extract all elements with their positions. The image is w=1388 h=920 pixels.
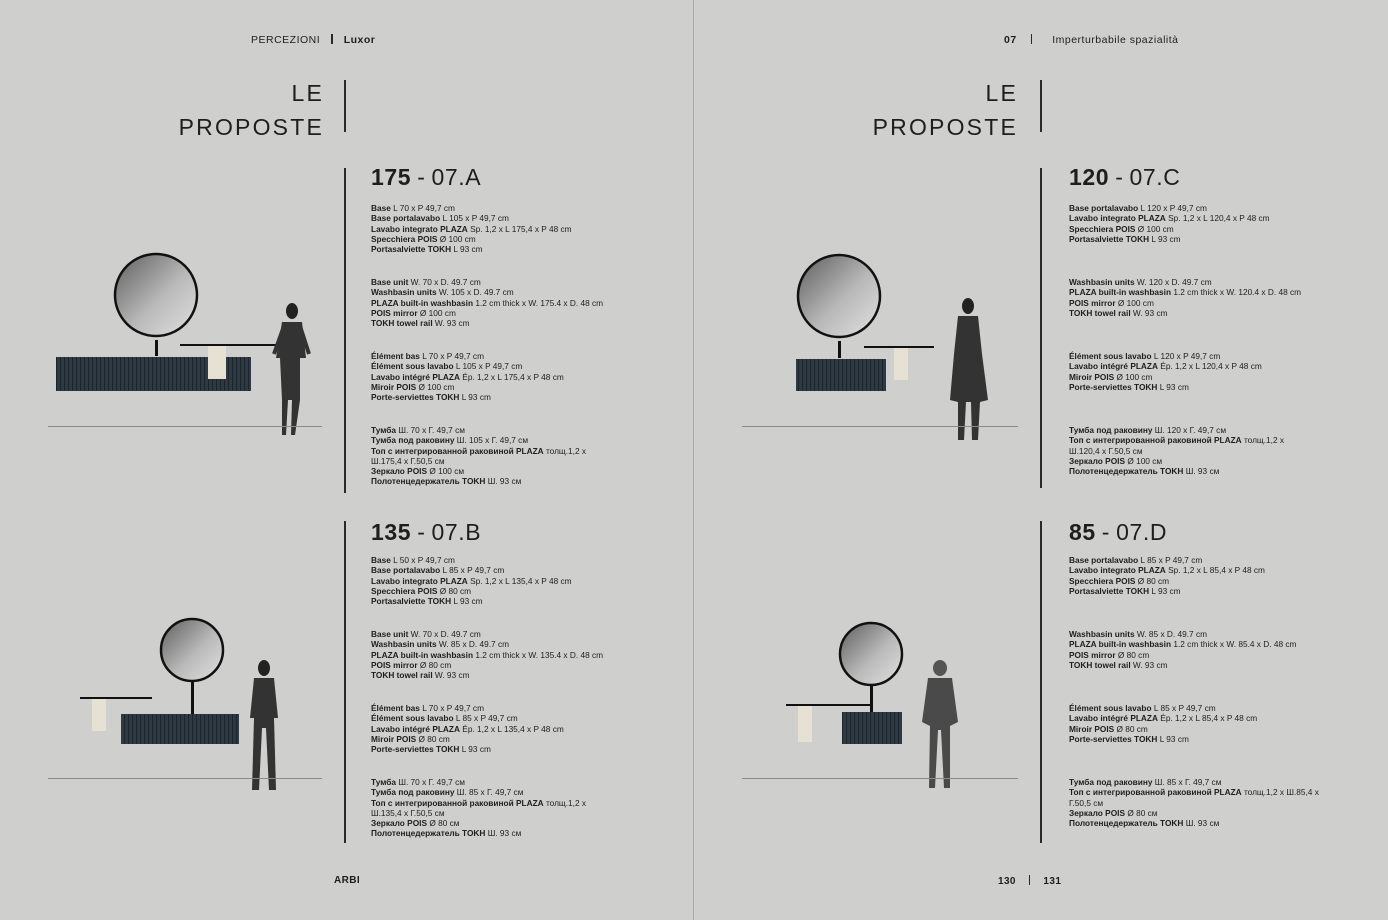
spec-block-en: Washbasin units W. 120 x D. 49.7 cm PLAZA built-in washbasin 1.2 cm thick x W. 120.4 x D. 48 cm POIS mirror Ø 100 cm TOKH towel rail W. 93 cm bbox=[1069, 277, 1302, 318]
ribbed-vanity-icon bbox=[121, 714, 239, 744]
woman-figure-icon bbox=[250, 660, 278, 790]
woman-figure-icon bbox=[922, 660, 958, 788]
proposal-number: 135 bbox=[371, 519, 412, 545]
header-collection: Luxor bbox=[343, 34, 376, 46]
spec-block-fr: Élément bas L 70 x P 49,7 cm Élément sous lavabo L 105 x P 49,7 cm Lavabo intégré PLAZA Ép. 1,2 x L 175,4 x P 48 cm Miroir POIS Ø 100 cm Porte-serviettes TOKH L 93 cm bbox=[371, 351, 564, 403]
spec-block-it: Base portalavabo L 120 x P 49,7 cm Lavabo integrato PLAZA Sp. 1,2 x L 120,4 x P 48 cm Specchiera POIS Ø 100 cm Portasalviette TOKH L 93 cm bbox=[1069, 203, 1270, 244]
proposal-dash: - bbox=[417, 519, 426, 545]
header-page-number: 07 bbox=[1004, 34, 1017, 46]
proposal-divider bbox=[344, 521, 346, 843]
proposal-code bbox=[371, 519, 481, 546]
right-header bbox=[1004, 34, 1179, 46]
round-mirror-icon bbox=[161, 619, 223, 681]
spec-block-ru: Тумба Ш. 70 x Г. 49,7 см Тумба под раковину Ш. 85 x Г. 49,7 см Топ с интегрированной раковиной PLAZA толщ.1,2 x Ш.135,4 x Г.50,5 см Зеркало POIS Ø 80 см Полотенцедержатель TOKH Ш. 93 см bbox=[371, 777, 587, 839]
round-mirror-icon bbox=[798, 255, 880, 337]
illustration-85 bbox=[742, 618, 1022, 798]
proposal-dash: - bbox=[417, 164, 426, 190]
page-number-left: 130 bbox=[998, 876, 1016, 887]
page-numbers-footer bbox=[998, 875, 1061, 887]
right-page bbox=[694, 0, 1388, 920]
spec-block-it: Base L 70 x P 49,7 cm Base portalavabo L 105 x P 49,7 cm Lavabo integrato PLAZA Sp. 1,2 x L 175,4 x P 48 cm Specchiera POIS Ø 100 cm Portasalviette TOKH L 93 cm bbox=[371, 203, 572, 255]
spec-block-en: Base unit W. 70 x D. 49.7 cm Washbasin units W. 105 x D. 49.7 cm PLAZA built-in washbasin 1.2 cm thick x W. 175.4 x D. 48 cm POIS mirror Ø 100 cm TOKH towel rail W. 93 cm bbox=[371, 277, 604, 329]
spec-block-it: Base L 50 x P 49,7 cm Base portalavabo L 85 x P 49,7 cm Lavabo integrato PLAZA Sp. 1,2 x L 135,4 x P 48 cm Specchiera POIS Ø 80 cm Portasalviette TOKH L 93 cm bbox=[371, 555, 572, 607]
title-line-2: PROPOSTE bbox=[872, 114, 1018, 140]
proposal-ref: 07.B bbox=[431, 519, 482, 545]
proposal-dash: - bbox=[1101, 519, 1111, 545]
footer-divider bbox=[1029, 875, 1031, 885]
header-divider bbox=[1031, 34, 1033, 44]
spec-block-en: Base unit W. 70 x D. 49.7 cm Washbasin units W. 85 x D. 49.7 cm PLAZA built-in washbasin 1.2 cm thick x W. 135.4 x D. 48 cm POIS mirror Ø 80 cm TOKH towel rail W. 93 cm bbox=[371, 629, 604, 681]
proposal-dash: - bbox=[1115, 164, 1124, 190]
proposal-ref: 07.A bbox=[431, 164, 482, 190]
proposal-code bbox=[1069, 164, 1180, 191]
illustration-120 bbox=[742, 250, 1022, 445]
proposal-divider bbox=[1040, 521, 1042, 843]
spec-block-ru: Тумба под раковину Ш. 120 x Г. 49,7 см Топ с интегрированной раковиной PLAZA толщ.1,2 x Ш.120,4 x Г.50,5 см Зеркало POIS Ø 100 см Полотенцедержатель TOKH Ш. 93 см bbox=[1069, 425, 1285, 477]
header-subtitle: Imperturbabile spazialità bbox=[1052, 34, 1179, 46]
spec-block-en: Washbasin units W. 85 x D. 49.7 cm PLAZA built-in washbasin 1.2 cm thick x W. 85.4 x D. 48 cm POIS mirror Ø 80 cm TOKH towel rail W. 93 cm bbox=[1069, 629, 1297, 670]
proposal-code bbox=[1069, 519, 1167, 546]
proposal-ref: 07.C bbox=[1129, 164, 1181, 190]
spec-block-fr: Élément bas L 70 x P 49,7 cm Élément sous lavabo L 85 x P 49,7 cm Lavabo intégré PLAZA Ép. 1,2 x L 135,4 x P 48 cm Miroir POIS Ø 80 cm Porte-serviettes TOKH L 93 cm bbox=[371, 703, 564, 755]
title-divider bbox=[344, 80, 346, 132]
left-header bbox=[251, 34, 375, 46]
spec-block-it: Base portalavabo L 85 x P 49,7 cm Lavabo integrato PLAZA Sp. 1,2 x L 85,4 x P 48 cm Specchiera POIS Ø 80 cm Portasalviette TOKH L 93 cm bbox=[1069, 555, 1265, 596]
title-line-1: LE bbox=[291, 80, 324, 106]
illustration-175 bbox=[48, 250, 328, 445]
header-section: PERCEZIONI bbox=[251, 34, 321, 46]
woman-figure-icon bbox=[950, 298, 988, 440]
title-line-2: PROPOSTE bbox=[178, 114, 324, 140]
page-number-right: 131 bbox=[1043, 876, 1062, 887]
proposal-ref: 07.D bbox=[1116, 519, 1168, 545]
spec-block-fr: Élément sous lavabo L 120 x P 49,7 cm Lavabo intégré PLAZA Ép. 1,2 x L 120,4 x P 48 cm Miroir POIS Ø 100 cm Porte-serviettes TOKH L 93 cm bbox=[1069, 351, 1262, 392]
header-divider bbox=[331, 34, 333, 44]
woman-figure-icon bbox=[274, 303, 309, 435]
spec-block-ru: Тумба Ш. 70 x Г. 49,7 см Тумба под раковину Ш. 105 x Г. 49,7 см Топ с интегрированной раковиной PLAZA толщ.1,2 x Ш.175,4 x Г.50,5 см Зеркало POIS Ø 100 см Полотенцедержатель TOKH Ш. 93 см bbox=[371, 425, 587, 487]
spec-block-fr: Élément sous lavabo L 85 x P 49,7 cm Lavabo intégré PLAZA Ép. 1,2 x L 85,4 x P 48 cm Miroir POIS Ø 80 cm Porte-serviettes TOKH L 93 cm bbox=[1069, 703, 1258, 744]
proposal-divider bbox=[1040, 168, 1042, 488]
proposal-code bbox=[371, 164, 481, 191]
page-title bbox=[873, 76, 1018, 144]
round-mirror-icon bbox=[840, 623, 902, 685]
ribbed-vanity-icon bbox=[842, 712, 902, 744]
spec-block-ru: Тумба под раковину Ш. 85 x Г. 49,7 см Топ с интегрированной раковиной PLAZA толщ.1,2 x Ш.85,4 x Г.50,5 см Зеркало POIS Ø 80 см Полотенцедержатель TOKH Ш. 93 см bbox=[1069, 777, 1319, 829]
title-line-1: LE bbox=[985, 80, 1018, 106]
proposal-divider bbox=[344, 168, 346, 493]
page-title bbox=[179, 76, 324, 144]
proposal-number: 175 bbox=[371, 164, 412, 190]
ribbed-vanity-icon bbox=[796, 359, 886, 391]
proposal-number: 85 bbox=[1069, 519, 1096, 545]
proposal-number: 120 bbox=[1069, 164, 1110, 190]
round-mirror-icon bbox=[115, 254, 197, 336]
brand-footer: ARBI bbox=[334, 875, 361, 886]
illustration-135 bbox=[48, 618, 328, 798]
title-divider bbox=[1040, 80, 1042, 132]
